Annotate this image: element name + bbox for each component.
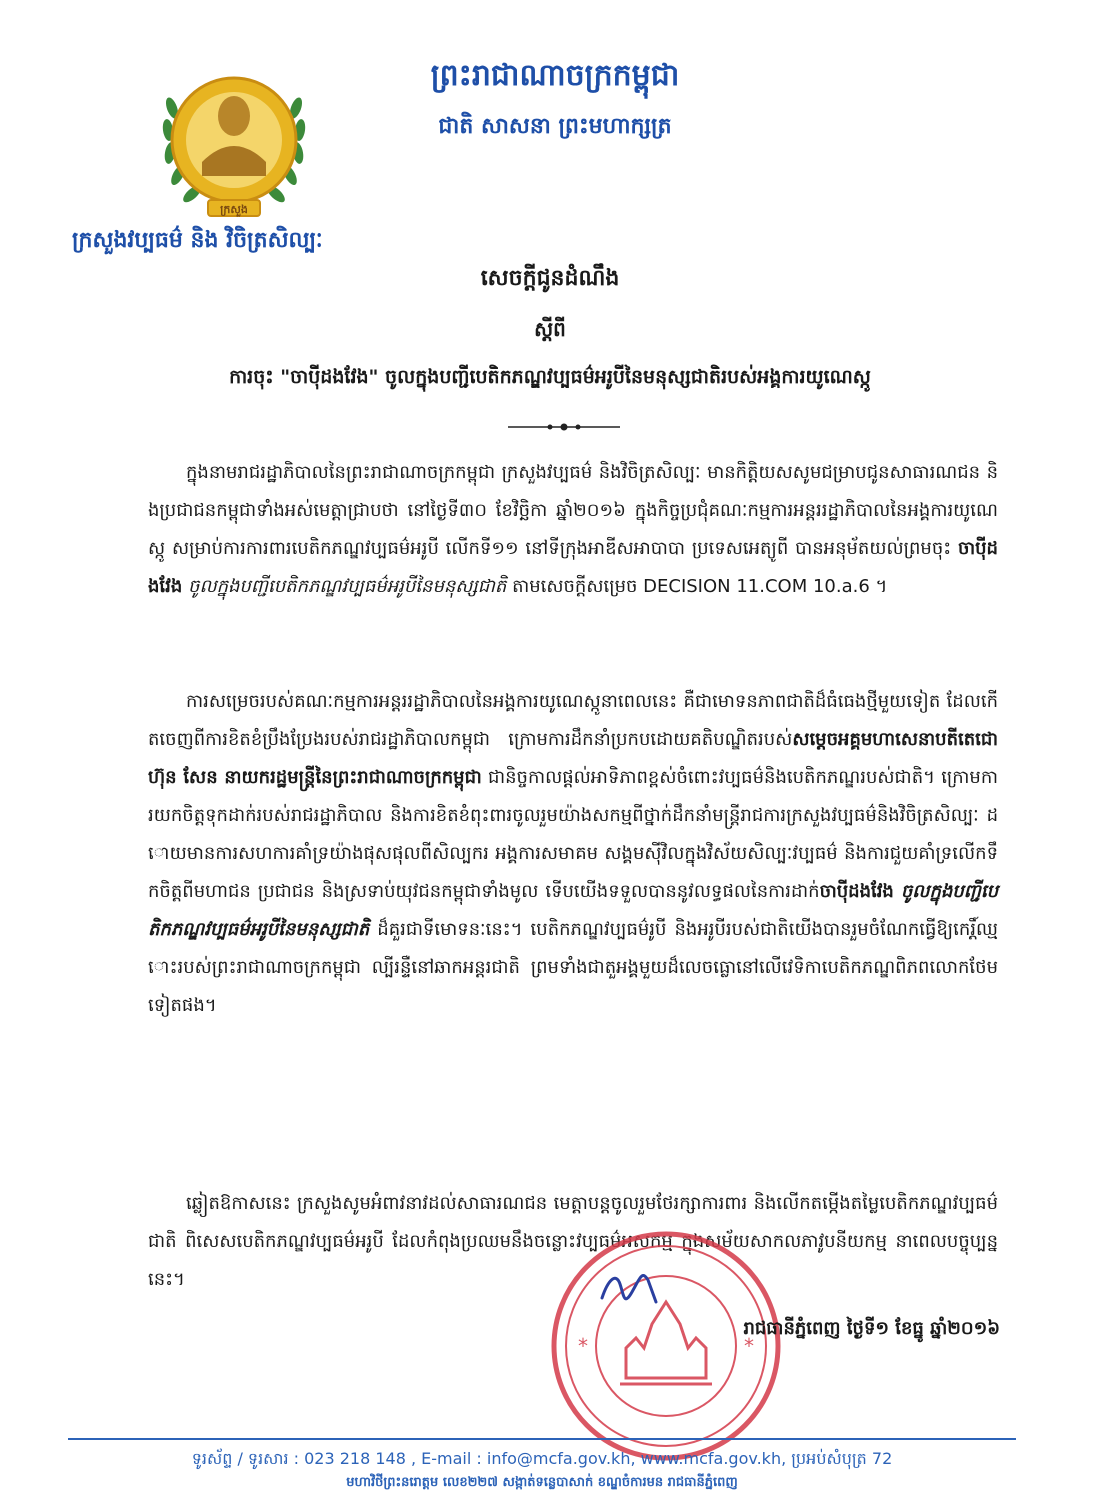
item-name: ចាប៉ីដងវែង [148,538,998,597]
decision-ref: តាមសេចក្តីសម្រេច DECISION 11.COM 10.a.6 ។ [512,576,888,597]
footer-address: មហាវិថីព្រះនរោត្តម លេខ២២៧ សង្កាត់ទន្លេបាសាក់ ខណ្ឌចំការមន រាជធានីភ្នំពេញ [346,1475,738,1490]
document-type: សេចក្តីជូនដំណឹង [480,266,620,291]
list-name: ចូលក្នុងបញ្ជីបេតិកភណ្ឌវប្បធម៌អរូបីនៃមនុស្សជាតិ [148,881,998,940]
p2-text-c: ជានិច្ចកាលផ្តល់អាទិភាពខ្ពស់ចំពោះវប្បធម៌និងបេតិកភណ្ឌរបស់ជាតិ។ ក្រោមការយកចិត្តទុកដាក់របស់រាជរដ្ឋាភិបាល និងការខិតខំពុះពារចូលរួមយ៉ាងសកម្មពីថ្នាក់ដឹកនាំមន្ត្រីរាជការក្រសួងវប្បធម៌និងវិចិត្រសិល្បៈ ដោយមានការសហការគាំទ្រយ៉ាងផុសផុលពីសិល្បករ អង្គការសមាគម សង្គមស៊ីវិលក្នុងវិស័យសិល្បៈវប្បធម៌ និងការជួយគាំទ្រលើកទឹកចិត្តពីមហាជន ប្រជាជន និងស្រទាប់យុវជនកម្ពុជាទាំងមូល ទើបយើងទទួលបាននូវលទ្ធផលនៃការដាក់ [148,767,998,902]
p3-text: ឆ្លៀតឱកាសនេះ ក្រសួងសូមអំពាវនាវដល់សាធារណជន មេត្តាបន្តចូលរួមថែរក្សាការពារ និងលើកតម្កើងតម្លៃបេតិកភណ្ឌវប្បធម៌ជាតិ ពិសេសបេតិកភណ្ឌវប្បធម៌អរូបី ដែលកំពុងប្រឈមនឹងចន្លោះវប្បធម៌អសកម្ម ក្នុងសម័យសាកលភាវូបនីយកម្ម នាពេលបច្ចុប្បន្ននេះ។ [148,1193,998,1290]
kingdom-title: ព្រះរាជាណាចក្រកម្ពុជា [430,58,680,93]
footer-contact: ទូរស័ព្ទ / ទូរសារ : 023 218 148 , E-mail : info@mcfa.gov.kh, www.mcfa.gov.kh, ប្រអប់សំបុត្រ 72 [191,1449,893,1468]
list-name: ចូលក្នុងបញ្ជីបេតិកភណ្ឌវប្បធម៌អរូបីនៃមនុស្សជាតិ [188,576,507,597]
ministry-logo [158,58,310,228]
ministry-name: ក្រសួងវប្បធម៌ និង វិចិត្រសិល្បៈ [72,228,323,253]
national-motto: ជាតិ សាសនា ព្រះមហាក្សត្រ [438,114,672,139]
footer-divider [68,1438,1016,1440]
prime-minister-name: សម្តេចអគ្គមហាសេនាបតីតេជោ ហ៊ុន សែន នាយករដ្ឋមន្ត្រីនៃព្រះរាជាណាចក្រកម្ពុជា [148,729,998,788]
official-seal [548,1228,784,1464]
logo-label: ក្រសួង [220,203,248,216]
signature [594,1262,664,1312]
svg-text:*: * [578,1334,588,1358]
paragraph-2 [148,683,998,1025]
p2-text-a: ការសម្រេចរបស់គណៈកម្មការអន្តររដ្ឋាភិបាលនៃអង្គការយូណេស្កូនាពេលនេះ គឺជាមោទនភាពជាតិដ៏ធំធេងថ្មីមួយទៀត ដែលកើតចេញពីការខិតខំប្រឹងប្រែងរបស់រាជរដ្ឋាភិបាលកម្ពុជា ក្រោមការដឹកនាំប្រកបដោយគតិបណ្ឌិតរបស់ [148,691,998,750]
title-ornament [508,420,620,434]
item-name: ចាប៉ីដងវែង [819,881,894,902]
p1-text: ក្នុងនាមរាជរដ្ឋាភិបាលនៃព្រះរាជាណាចក្រកម្ពុជា ក្រសួងវប្បធម៌ និងវិចិត្រសិល្បៈ មានកិត្តិយសសូមជម្រាបជូនសាធារណជន និងប្រជាជនកម្ពុជាទាំងអស់មេត្តាជ្រាបថា នៅថ្ងៃទី៣០ ខែវិច្ឆិកា ឆ្នាំ២០១៦ ក្នុងកិច្ចប្រជុំគណៈកម្មការអន្តររដ្ឋាភិបាលនៃអង្គការយូណេស្កូ សម្រាប់ការការពារបេតិកភណ្ឌវប្បធម៌អរូបី លើកទី១១ នៅទីក្រុងអាឌីសអាបាបា ប្រទេសអេត្យូពី បានអនុម័តយល់ព្រមចុះ [148,462,998,559]
paragraph-1 [148,454,998,606]
about-label: ស្តីពី [534,317,566,341]
p2-text-f: ដ៏គួរជាទីមោទនៈនេះ។ បេតិកភណ្ឌវប្បធម៌រូបី និងអរូបីរបស់ជាតិយើងបានរួមចំណែកធ្វើឱ្យកេរ្តិ៍ឈ្មោះរបស់ព្រះរាជាណាចក្រកម្ពុជា ល្បីរន្ទឺនៅឆាកអន្តរជាតិ ព្រមទាំងជាតួអង្គមួយដ៏លេចធ្លោនៅលើវេទិកាបេតិកភណ្ឌពិភពលោកថែមទៀតផង។ [148,919,998,1016]
place-and-date: រាជធានីភ្នំពេញ ថ្ងៃទី១ ខែធ្នូ ឆ្នាំ២០១៦ [743,1318,1000,1339]
svg-text:*: * [744,1334,754,1358]
subject-line: ការចុះ "ចាប៉ីដងវែង" ចូលក្នុងបញ្ជីបេតិកភណ្ឌវប្បធម៌អរូបីនៃមនុស្សជាតិរបស់អង្គការយូណេស្កូ [229,366,871,388]
